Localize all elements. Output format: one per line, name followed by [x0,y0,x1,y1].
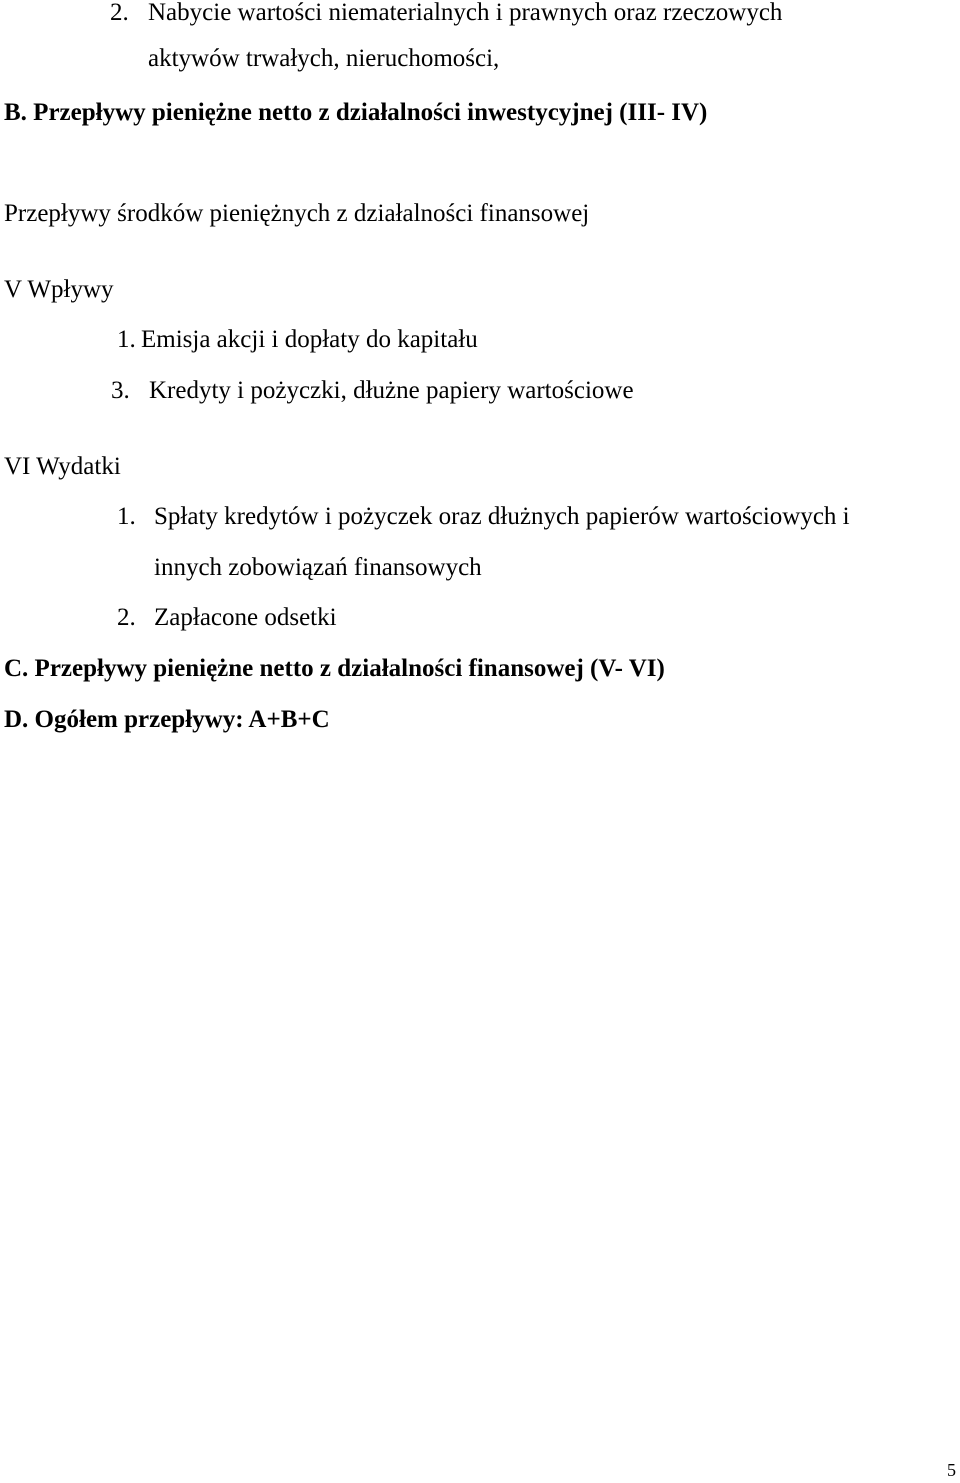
list-number: 2. [117,604,136,631]
section-c-heading: C. Przepływy pieniężne netto z działalności finansowej (V- VI) [4,655,665,682]
list-item [111,376,634,406]
list-item [117,502,850,532]
list-item [110,0,782,28]
list-item-continuation: innych zobowiązań finansowych [154,554,482,581]
page-number: 5 [947,1460,956,1480]
list-item-continuation: aktywów trwałych, nieruchomości, [148,45,500,72]
list-text: Nabycie wartości niematerialnych i prawnych oraz rzeczowych [148,0,783,26]
section-vi-heading: VI Wydatki [4,453,121,480]
section-heading-financial: Przepływy środków pieniężnych z działalności finansowej [4,200,590,227]
list-number: 1. [117,326,136,353]
section-v-heading: V Wpływy [4,276,114,303]
list-text: Zapłacone odsetki [154,604,337,631]
list-item [117,325,478,355]
list-text: Spłaty kredytów i pożyczek oraz dłużnych papierów wartościowych i [154,503,850,530]
list-number: 2. [110,0,129,26]
list-item [117,603,337,633]
list-number: 3. [111,377,130,404]
list-number: 1. [117,503,136,530]
section-d-heading: D. Ogółem przepływy: A+B+C [4,706,330,733]
section-b-heading: B. Przepływy pieniężne netto z działalności inwestycyjnej (III- IV) [4,99,708,126]
list-text: Kredyty i pożyczki, dłużne papiery wartościowe [149,377,634,404]
list-text: Emisja akcji i dopłaty do kapitału [141,326,478,353]
